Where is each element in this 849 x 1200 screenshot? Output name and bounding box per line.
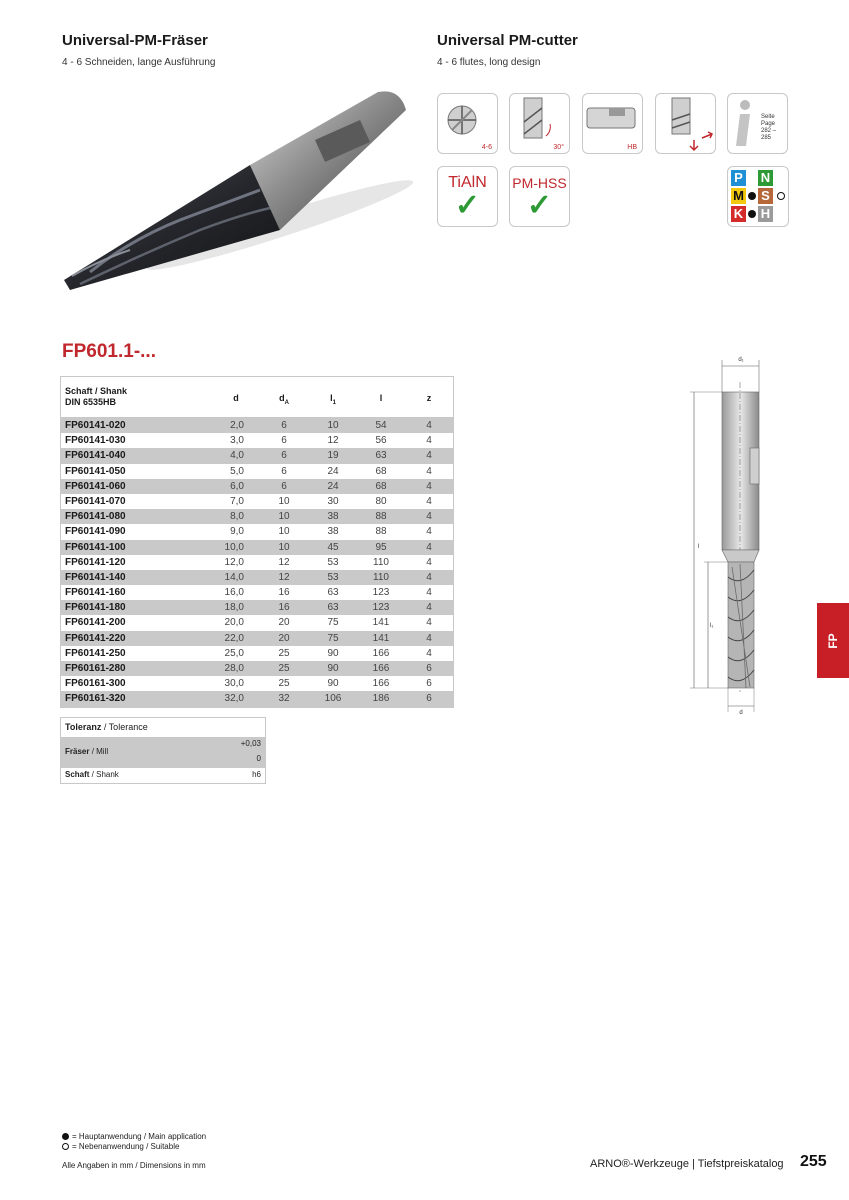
main-application-dot-icon [748,192,756,200]
tolerance-table [60,717,266,784]
cell-d: 7,0 [230,495,244,507]
cell-code: FP60141-050 [65,465,126,477]
material-m: M [731,188,746,204]
shank-label-de: Schaft [65,770,90,779]
table-row [61,540,453,555]
header-shank-line1: Schaft / Shank [65,386,128,396]
table-row [61,479,453,494]
mill-label [65,747,108,756]
cell-l1: 90 [327,678,339,690]
coating-tialn-label: TiAlN [448,174,487,191]
cell-d: 8,0 [230,511,244,523]
shank-label-en: / Shank [89,770,119,779]
legend-suitable [62,1142,206,1152]
cell-d: 20,0 [224,617,244,629]
cell-d: 28,0 [224,663,244,674]
cell-code: FP60141-160 [65,587,126,599]
cell-da: 6 [281,480,287,492]
cell-code: FP60141-030 [65,435,126,447]
table-row [61,524,453,539]
cell-l1: 45 [327,541,339,553]
drawing-label-l1: l₁ [710,623,714,629]
cell-l1: 90 [327,663,339,674]
cell-z: 6 [426,663,432,674]
header-l: l [379,393,383,403]
cell-code: FP60141-020 [65,420,126,431]
cell-l: 95 [375,541,387,553]
table-row [61,464,453,479]
cell-d: 2,0 [230,420,244,431]
cell-l1: 19 [327,450,339,462]
legend-main [62,1132,206,1142]
cell-l1: 63 [327,587,339,599]
check-icon: ✓ [526,189,553,222]
cell-code: FP60141-120 [65,556,126,568]
material-p: P [731,170,746,186]
cell-d: 9,0 [230,526,244,538]
header-d: d [233,393,239,403]
cell-z: 6 [426,678,432,690]
title-german: Universal-PM-Fräser [62,32,208,49]
cell-z: 4 [426,541,432,553]
cell-l: 110 [373,571,389,583]
cell-da: 16 [278,602,290,614]
cell-code: FP60161-320 [65,693,126,705]
cell-da: 6 [281,450,287,462]
cell-d: 5,0 [230,465,244,477]
cell-l: 141 [372,617,390,629]
mill-lower-tolerance: 0 [256,754,261,763]
cell-code: FP60141-220 [65,632,126,644]
info-page-ref-line1: Seite Page [761,114,776,127]
cell-l1: 63 [327,602,339,614]
cell-l: 54 [375,420,387,431]
mill-label-de: Fräser [65,747,90,756]
cell-code: FP60141-070 [65,495,126,507]
cell-l1: 24 [327,480,339,492]
cell-d: 32,0 [224,693,244,705]
cell-z: 4 [426,587,432,599]
cell-z: 4 [426,526,432,538]
table-row [61,676,453,691]
cell-da: 20 [278,617,290,629]
cell-d: 14,0 [224,571,244,583]
cell-code: FP60141-180 [65,602,126,614]
cell-z: 4 [426,435,432,447]
shank-hb-icon [582,93,643,154]
table-row [61,691,453,706]
table-row [61,509,453,524]
cell-code: FP60141-090 [65,526,126,538]
table-row [61,631,453,646]
drawing-label-d1: d₁ [738,357,744,363]
table-row [61,615,453,630]
table-row [61,448,453,463]
cell-l1: 12 [327,435,339,447]
cell-d: 18,0 [224,602,244,614]
table-body [61,418,453,707]
cell-d: 6,0 [230,480,244,492]
drawing-label-l: l [698,544,700,550]
check-icon: ✓ [454,189,481,222]
cell-da: 16 [278,587,290,599]
cell-da: 32 [278,693,290,705]
info-icon [727,93,788,154]
cell-z: 4 [426,511,432,523]
material-s: S [758,188,773,204]
cell-da: 10 [278,511,290,523]
legend-suitable-text: = Nebenanwendung / Suitable [72,1142,180,1151]
cell-l: 68 [375,480,387,492]
footer-brand: ARNO®-Werkzeuge | Tiefstpreiskatalog [590,1158,784,1170]
table-row [61,418,453,433]
header-shank [65,386,127,408]
cell-da: 10 [278,495,290,507]
page-number: 255 [800,1153,827,1170]
cell-l: 166 [372,678,390,690]
coating-pmhss-label: PM-HSS [512,175,567,191]
cell-code: FP60161-300 [65,678,126,690]
flutes-caption: 4-6 [481,144,492,151]
cell-l: 110 [373,556,389,568]
cell-d: 22,0 [224,632,244,644]
cell-z: 4 [426,480,432,492]
table-row [61,555,453,570]
legend-main-text: = Hauptanwendung / Main application [72,1132,207,1141]
filled-dot-icon [62,1133,69,1140]
cell-l1: 90 [327,647,339,659]
cell-da: 12 [278,571,290,583]
coating-pmhss-icon [509,166,570,227]
mill-upper-tolerance: +0,03 [240,739,261,748]
header-shank-line2: DIN 6535HB [65,397,117,407]
empty-dot-icon [62,1143,69,1150]
cell-code: FP60141-100 [65,541,126,553]
table-row [61,585,453,600]
header-z: z [426,393,432,403]
cell-l1: 38 [327,526,339,538]
cell-l1: 53 [327,556,339,568]
technical-drawing [684,352,794,722]
header-da-symbol: d [279,393,285,403]
cell-l: 63 [375,450,387,462]
material-grid [727,166,789,227]
header-da-sub: A [284,399,289,406]
cell-d: 30,0 [224,678,244,690]
tolerance-row-mill [61,737,265,768]
dimensions-note: Alle Angaben in mm / Dimensions in mm [62,1161,206,1170]
table-row [61,661,453,676]
cell-l1: 10 [327,420,339,431]
cell-da: 10 [278,541,290,553]
material-k: K [731,206,746,222]
section-tab-fp[interactable] [817,603,849,678]
dimensions-table [60,376,454,708]
plunge-cut-icon [655,93,716,154]
cell-da: 25 [278,678,290,690]
info-page-ref [761,114,787,142]
cell-l: 88 [375,526,387,538]
cell-l: 123 [372,602,390,614]
cell-l1: 30 [327,495,339,507]
cell-l: 186 [372,693,390,705]
cell-z: 4 [426,450,432,462]
cell-l1: 38 [327,511,339,523]
cell-l1: 53 [327,571,339,583]
cell-da: 6 [281,465,287,477]
cell-code: FP60161-280 [65,663,126,674]
cell-z: 4 [426,571,432,583]
cell-z: 4 [426,647,432,659]
table-header [61,377,453,418]
main-application-dot-icon [748,210,756,218]
title-english: Universal PM-cutter [437,32,578,49]
cell-l1: 24 [327,465,339,477]
tolerance-title [61,718,265,737]
cell-da: 6 [281,435,287,447]
cell-l: 141 [372,632,390,644]
table-row [61,600,453,615]
legend [62,1132,206,1152]
cell-d: 16,0 [224,587,244,599]
header-da [264,393,304,406]
cell-l: 56 [375,435,387,447]
cell-da: 20 [278,632,290,644]
shank-label [65,770,119,779]
helix-caption: 30° [553,144,564,151]
mill-label-en: / Mill [89,747,109,756]
info-page-ref-line2: 282 – 285 [761,128,777,141]
cell-z: 4 [426,617,432,629]
tolerance-row-shank [61,768,265,783]
cell-z: 4 [426,556,432,568]
cell-code: FP60141-080 [65,511,126,523]
cell-z: 6 [426,693,432,705]
section-tab-label: FP [826,633,840,649]
cell-da: 25 [278,663,290,674]
cell-l: 123 [372,587,390,599]
helix-angle-icon [509,93,570,154]
drawing-label-d: d [739,710,743,716]
table-row [61,646,453,661]
cell-code: FP60141-140 [65,571,126,583]
header-l1-symbol: l [330,393,333,403]
end-mill-photo [60,80,420,320]
cell-code: FP60141-060 [65,480,126,492]
coating-tialn-icon [437,166,498,227]
cell-l1: 75 [327,632,339,644]
material-h: H [758,206,773,222]
table-row [61,570,453,585]
table-row [61,433,453,448]
cell-z: 4 [426,420,432,431]
cell-l: 166 [372,647,390,659]
material-n: N [758,170,773,186]
tolerance-title-de: Toleranz [65,722,102,732]
shank-hb-caption: HB [627,144,637,151]
cell-da: 12 [278,556,290,568]
cell-l: 88 [375,511,387,523]
cell-l: 80 [375,495,387,507]
cell-da: 10 [278,526,290,538]
cell-d: 10,0 [224,541,244,553]
header-l1 [313,393,353,406]
cell-z: 4 [426,632,432,644]
suitable-dot-icon [777,192,785,200]
cell-l1: 75 [327,617,339,629]
cell-l: 166 [372,663,390,674]
cell-d: 3,0 [230,435,244,447]
subtitle-german: 4 - 6 Schneiden, lange Ausführung [62,57,216,68]
cell-l1: 106 [324,693,342,705]
table-row [61,494,453,509]
product-code: FP601.1-... [62,341,156,362]
subtitle-english: 4 - 6 flutes, long design [437,57,541,68]
cell-d: 12,0 [224,556,244,568]
tolerance-title-en: / Tolerance [101,722,148,732]
cell-l: 68 [375,465,387,477]
cell-code: FP60141-250 [65,647,126,659]
cell-d: 4,0 [230,450,244,462]
cell-z: 4 [426,465,432,477]
cell-code: FP60141-040 [65,450,126,462]
cell-da: 6 [281,420,287,431]
header-l1-sub: 1 [332,399,336,406]
shank-tolerance: h6 [252,770,261,779]
cell-z: 4 [426,495,432,507]
cell-d: 25,0 [224,647,244,659]
cell-z: 4 [426,602,432,614]
cell-da: 25 [278,647,290,659]
cell-code: FP60141-200 [65,617,126,629]
flutes-icon [437,93,498,154]
